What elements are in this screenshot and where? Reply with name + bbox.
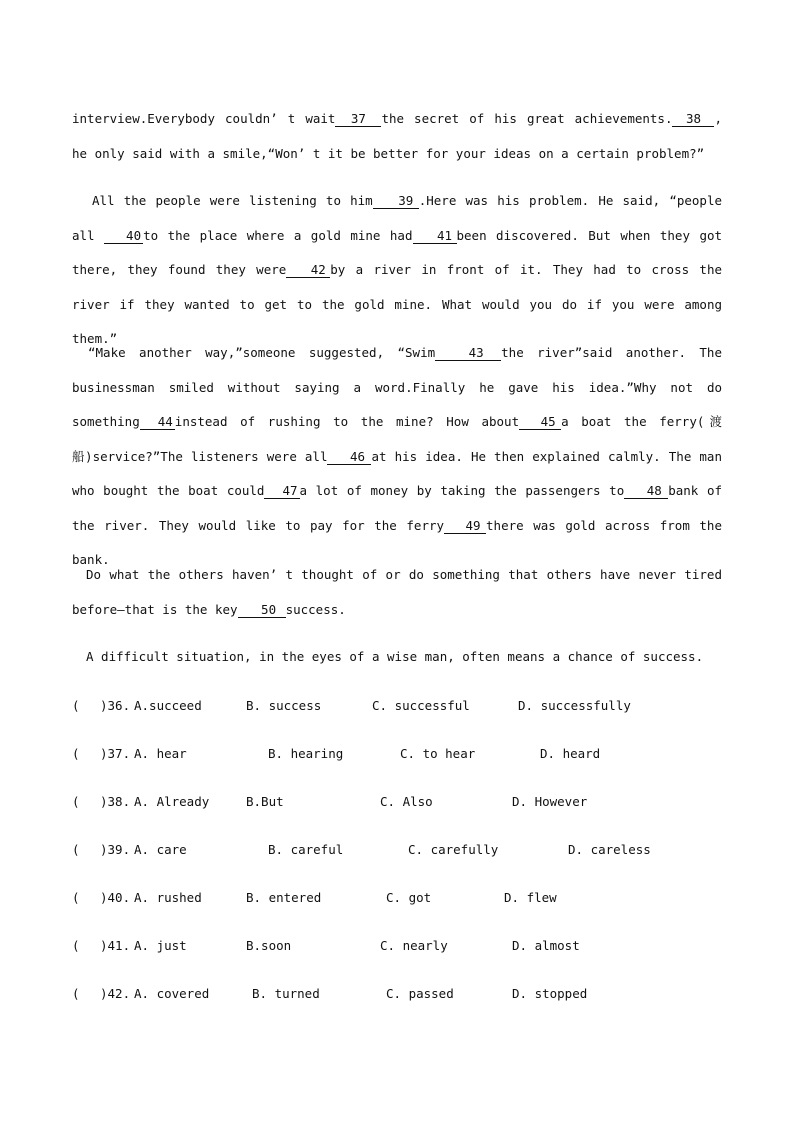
option-d: D. successfully [518,698,631,713]
text-segment: A difficult situation, in the eyes of a wise man, often means a chance of success. [86,649,704,664]
blank-40: 40 [104,228,143,244]
text-segment: interview.Everybody couldn’ t wait [72,111,336,126]
blank-48: 48 [624,483,668,499]
option-a: A. rushed [134,890,202,905]
question-number: )42. [100,986,131,1001]
text-segment: “Make another way,”someone suggested, “Swim [88,345,436,360]
option-c: C. nearly [380,938,448,953]
answer-bracket[interactable]: ( [72,842,80,857]
answer-bracket[interactable]: ( [72,986,80,1001]
question-42 [72,986,732,1006]
question-number: )40. [100,890,131,905]
option-b: B. hearing [268,746,344,761]
answer-bracket[interactable]: ( [72,794,80,809]
text-segment: at his idea. He then explained calmly. The man who bought the boat could [72,448,730,498]
text-segment: bank of the river. They would like to pay for the ferry [72,483,730,533]
text-segment: .Here was his problem. He said, “people all [72,193,730,243]
option-c: C. passed [386,986,454,1001]
paragraph-5 [72,640,722,675]
option-d: D. almost [512,938,580,953]
text-segment: success. [285,601,346,617]
option-a: A. Already [134,794,210,809]
question-41 [72,938,732,958]
option-b: B. careful [268,842,344,857]
option-c: C. successful [372,698,470,713]
question-40 [72,890,732,910]
blank-45: 45 [519,414,561,430]
text-segment: a lot of money by taking the passengers to [299,483,625,498]
blank-44: 44 [140,414,175,430]
question-39 [72,842,732,862]
answer-bracket[interactable]: ( [72,698,80,713]
answer-bracket[interactable]: ( [72,746,80,761]
blank-50: 50 [238,602,286,618]
option-b: B. success [246,698,322,713]
answer-bracket[interactable]: ( [72,890,80,905]
blank-42: 42 [286,262,330,278]
question-number: )39. [100,842,131,857]
blank-47: 47 [264,483,299,499]
option-b: B. entered [246,890,322,905]
paragraph-4 [72,558,730,627]
option-a: A. covered [134,986,210,1001]
option-c: C. got [386,890,432,905]
blank-38: 38 [672,111,714,127]
paragraph-2 [72,184,730,357]
text-segment: All the people were listening to him [92,193,373,208]
option-d: D. However [512,794,588,809]
blank-37: 37 [335,111,381,127]
question-number: )37. [100,746,131,761]
option-d: D. heard [540,746,601,761]
question-number: )36. [100,698,131,713]
text-segment: instead of rushing to the mine? How about [174,414,520,429]
option-d: D. stopped [512,986,588,1001]
text-segment: the secret of his great achievements. [381,111,673,126]
text-segment: by a river in front of it. They had to cross the river if they wanted to get to the gold mine. What would you do if you were among them.” [72,262,730,346]
blank-49: 49 [444,518,486,534]
blank-46: 46 [327,449,371,465]
text-segment: been discovered. But when they got there, they found they were [72,227,730,277]
text-segment: , he only said with a smile,“Won’ t it be better for your ideas on a certain problem?” [72,111,730,161]
blank-41: 41 [413,228,457,244]
option-b: B.But [246,794,284,809]
text-segment: the river”said another. The businessman smiled without saying a word.Finally he gave his idea.”Why not do something [72,345,730,429]
text-segment: there was gold across from the bank. [72,517,730,567]
option-b: B.soon [246,938,292,953]
option-a: A. care [134,842,187,857]
option-c: C. to hear [400,746,476,761]
answer-bracket[interactable]: ( [72,938,80,953]
blank-39: 39 [373,193,419,209]
question-number: )38. [100,794,131,809]
question-38 [72,794,732,814]
question-number: )41. [100,938,131,953]
text-segment: a boat the ferry(渡船)service?”The listeners were all [72,414,722,464]
option-c: C. Also [380,794,433,809]
option-a: A. just [134,938,187,953]
option-c: C. carefully [408,842,499,857]
option-a: A.succeed [134,698,202,713]
question-36 [72,698,732,718]
text-segment: to the place where a gold mine had [143,227,413,243]
option-b: B. turned [252,986,320,1001]
blank-43: 43 [435,345,501,361]
option-d: D. flew [504,890,557,905]
paragraph-1 [72,102,730,171]
paragraph-3 [72,336,730,578]
question-37 [72,746,732,766]
text-segment: Do what the others haven’ t thought of or do something that others have never tired before—that is the key [72,567,730,617]
option-d: D. careless [568,842,651,857]
option-a: A. hear [134,746,187,761]
